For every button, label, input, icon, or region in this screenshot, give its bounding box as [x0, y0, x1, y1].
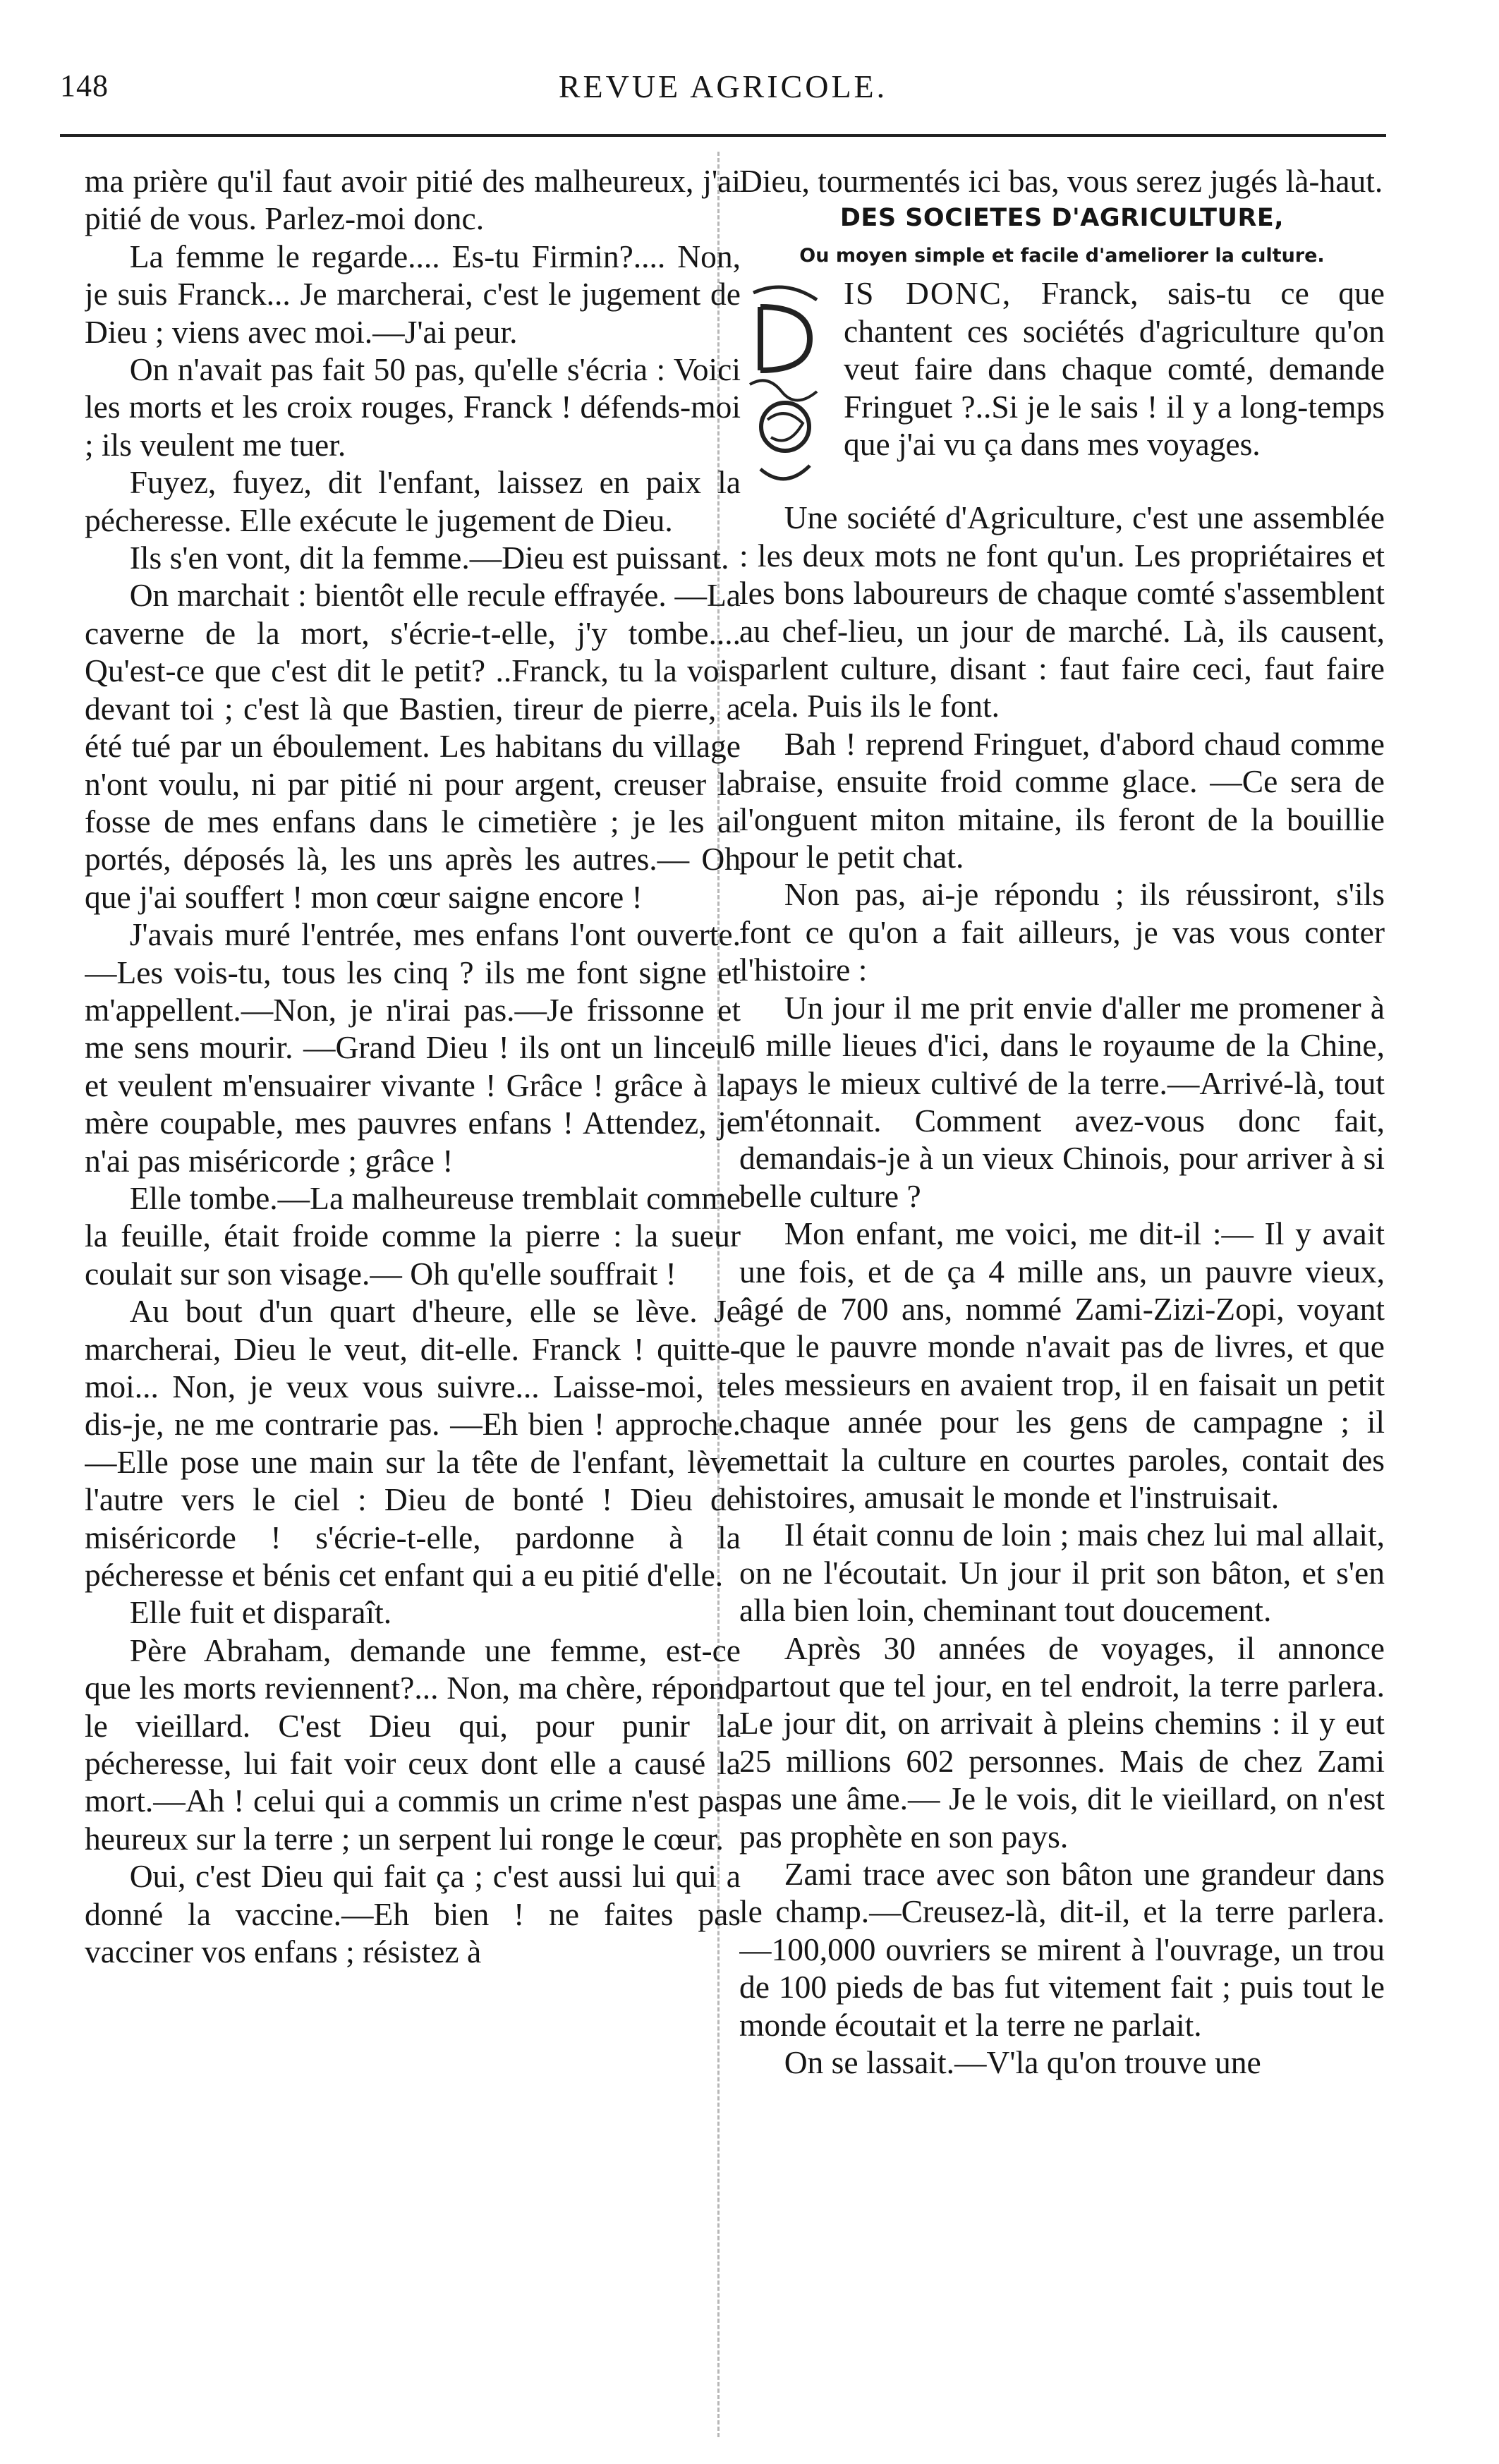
- paragraph: Il était connu de loin ; mais chez lui mal allait, on ne l'écoutait. Un jour il prit son bâton, et s'en alla bien loin, cheminant tout doucement.: [739, 1517, 1385, 1629]
- paragraph: Elle fuit et disparaît.: [129, 1594, 392, 1631]
- page-number: 148: [60, 68, 109, 103]
- paragraph: Non pas, ai-je répondu ; ils réussiront, s'ils font ce qu'on a fait ailleurs, je vas vous conter l'histoire :: [739, 876, 1385, 988]
- paragraph: Oui, c'est Dieu qui fait ça ; c'est aussi lui qui a donné la vaccine.—Eh bien ! ne faites pas vacciner vos enfans ; résistez à: [85, 1858, 741, 1970]
- left-column: [85, 162, 741, 2420]
- paragraph: Après 30 années de voyages, il annonce partout que tel jour, en tel endroit, la terre parlera. Le jour dit, on arrivait à pleins chemins : il y eut 25 millions 602 personnes. Mais de chez Zami pas une âme.— Je le vois, dit le vieillard, on n'est pas prophète en son pays.: [739, 1629, 1385, 1855]
- paragraph: On marchait : bientôt elle recule effrayée. —La caverne de la mort, s'écrie-t-elle, j'y tombe.... Qu'est-ce que c'est dit le petit? ..Franck, tu la vois devant toi ; c'est là que Bastien, tireur de pierre, a été tué par un éboulement. Les habitans du village n'ont voulu, ni par pitié ni pour argent, creuser la fosse de mes enfans dans le cimetière ; je les ai portés, déposés là, les uns après les autres.— Oh que j'ai souffert ! mon cœur saigne encore !: [85, 577, 741, 915]
- right-column: [739, 162, 1385, 2420]
- paragraph: Un jour il me prit envie d'aller me promener à 6 mille lieues d'ici, dans le royaume de la Chine, pays le mieux cultivé de la terre.—Arrivé-là, tout m'étonnait. Comment avez-vous donc fait, demandais-je à un vieux Chinois, pour arriver à si belle culture ?: [739, 989, 1385, 1214]
- paragraph: J'avais muré l'entrée, mes enfans l'ont ouverte.—Les vois-tu, tous les cinq ? ils me font signe et m'appellent.—Non, je n'irai pas.—Je frissonne et me sens mourir. —Grand Dieu ! ils ont un linceul et veulent m'ensuairer vivante ! Grâce ! grâce à la mère coupable, mes pauvres enfans ! Attendez, je n'ai pas miséricorde ; grâce !: [85, 916, 741, 1179]
- paragraph: Père Abraham, demande une femme, est-ce que les morts reviennent?... Non, ma chère, répond le vieillard. C'est Dieu qui, pour punir la pécheresse, lui fait voir ceux dont elle a causé la mort.—Ah ! celui qui a commis un crime n'est pas heureux sur la terre ; un serpent lui ronge le cœur.: [85, 1632, 741, 1857]
- dropcap-rest: Franck, sais-tu ce que chantent ces sociétés d'agriculture qu'on veut faire dans chaque comté, demande Fringuet ?..Si je le sais ! il y a long-temps que j'ai vu ça dans mes voyages.: [844, 275, 1385, 463]
- paragraph: Zami trace avec son bâton une grandeur dans le champ.—Creusez-là, dit-il, et la terre parlera.—100,000 ouvriers se mirent à l'ouvrage, un trou de 100 pieds de bas fut vitement fait ; puis tout le monde écoutait et la terre ne parlait.: [739, 1856, 1385, 2043]
- dropcap-opening: IS DONC,: [844, 275, 1012, 312]
- section-title: DES SOCIETES D'AGRICULTURE,: [839, 204, 1285, 233]
- paragraph: Ils s'en vont, dit la femme.—Dieu est puissant.: [129, 540, 729, 576]
- running-title: REVUE AGRICOLE.: [558, 68, 888, 104]
- paragraph: On se lassait.—V'la qu'on trouve une: [784, 2044, 1261, 2081]
- paragraph: ma prière qu'il faut avoir pitié des malheureux, j'ai pitié de vous. Parlez-moi donc.: [85, 163, 741, 237]
- section-subtitle: Ou moyen simple et facile d'ameliorer la culture.: [799, 245, 1325, 267]
- ornamental-d-icon: [739, 279, 831, 499]
- paragraph: Au bout d'un quart d'heure, elle se lève. Je marcherai, Dieu le veut, dit-elle. Franck ! quitte-moi... Non, je veux vous suivre... Laisse-moi, te dis-je, ne me contrarie pas. —Eh bien ! approche.—Elle pose une main sur la tête de l'enfant, lève l'autre vers le ciel : Dieu de bonté ! Dieu de miséricorde ! s'écrie-t-elle, pardonne à la pécheresse et bénis cet enfant qui a eu pitié d'elle.: [85, 1293, 741, 1594]
- lead-in-paragraph: Dieu, tourmentés ici bas, vous serez jugés là-haut.: [739, 163, 1383, 199]
- page-header: [60, 68, 1386, 111]
- paragraph: La femme le regarde.... Es-tu Firmin?.... Non, je suis Franck... Je marcherai, c'est le jugement de Dieu ; viens avec moi.—J'ai peur.: [85, 238, 741, 350]
- paragraph: Bah ! reprend Fringuet, d'abord chaud comme braise, ensuite froid comme glace. —Ce sera de l'onguent miton mitaine, ils feront de la bouillie pour le petit chat.: [739, 725, 1385, 875]
- paragraph: On n'avait pas fait 50 pas, qu'elle s'écria : Voici les morts et les croix rouges, Franck ! défends-moi ; ils veulent me tuer.: [85, 351, 741, 463]
- paragraph: Une société d'Agriculture, c'est une assemblée : les deux mots ne font qu'un. Les propriétaires et les bons laboureurs de chaque comté s'assemblent au chef-lieu, un jour de marché. Là, ils causent, parlent culture, disant : faut faire ceci, faut faire cela. Puis ils le font.: [739, 499, 1385, 724]
- paragraph: Fuyez, fuyez, dit l'enfant, laissez en paix la pécheresse. Elle exécute le jugement de Dieu.: [85, 464, 741, 538]
- paragraph: Mon enfant, me voici, me dit-il :— Il y avait une fois, et de ça 4 mille ans, un pauvre vieux, âgé de 700 ans, nommé Zami-Zizi-Zopi, voyant que le pauvre monde n'avait pas de livres, et que les messieurs en avaient trop, il en faisait un petit chaque année pour les gens de campagne ; il mettait la culture en courtes paroles, contait des histoires, amusait le monde et l'instruisait.: [739, 1215, 1385, 1515]
- ornamental-dropcap: [739, 279, 831, 499]
- header-rule: [60, 134, 1386, 137]
- dropcap-paragraph: [739, 274, 1385, 463]
- paragraph: Elle tombe.—La malheureuse tremblait comme la feuille, était froide comme la pierre : la sueur coulait sur son visage.— Oh qu'elle souffrait !: [85, 1179, 741, 1292]
